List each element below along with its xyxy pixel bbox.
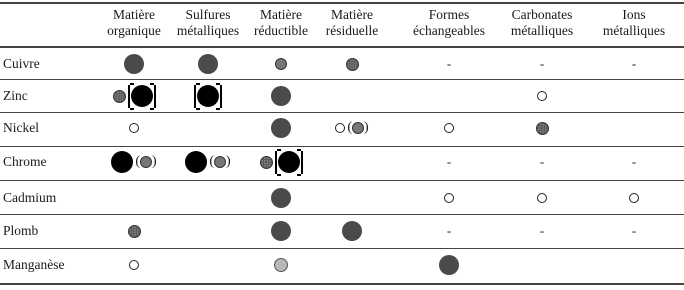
table-cell [96,48,172,80]
table-cell [314,112,390,144]
small-circle-marker [537,193,547,203]
column-header-line2: métalliques [602,23,666,38]
table-cell [243,112,319,144]
dotted-circle-marker [346,58,359,71]
large-circle-marker [271,221,291,241]
dotted-circle-marker [128,225,141,238]
table-cell [170,48,246,80]
large-circle-marker [271,188,291,208]
bracketed-marker [128,85,156,108]
table-cell [243,48,319,80]
not-applicable-dash: - [446,223,452,238]
table-cell [243,146,319,178]
table-cell [243,215,319,247]
column-header-line2: organique [107,23,161,38]
large-circle-marker [198,54,218,74]
black-circle-marker [111,151,133,173]
large-circle-marker [271,118,291,138]
black-circle-marker [185,151,207,173]
column-header-line1: Ions [622,7,646,22]
column-header-line1: Matière [260,7,302,22]
table-cell [596,80,672,112]
parenthesized-marker: ( ) [135,154,157,169]
table-cell [411,249,487,281]
table-cell [411,215,487,247]
table-cell [96,249,172,281]
column-header [497,7,587,39]
bracketed-marker [194,85,222,108]
dotted-circle-marker [260,156,273,169]
table-cell [504,112,580,144]
table-cell [596,215,672,247]
table-cell [170,182,246,214]
table-cell [504,215,580,247]
medium-circle-marker [140,156,152,168]
not-applicable-dash: - [539,223,545,238]
not-applicable-dash: - [446,56,452,71]
column-header-line1: Matière [113,7,155,22]
table-cell [596,182,672,214]
small-circle-marker [537,91,547,101]
row-label: Cadmium [3,190,57,205]
black-circle-marker [278,151,300,173]
small-circle-marker [129,260,139,270]
column-header [307,7,397,39]
table-cell [504,48,580,80]
table-cell [96,80,172,112]
table-cell [411,48,487,80]
table-cell [411,112,487,144]
table-cell [314,249,390,281]
table-cell [596,249,672,281]
column-header-line2: métalliques [176,23,240,38]
small-circle-marker [129,123,139,133]
table-cell [96,215,172,247]
table-cell [314,48,390,80]
column-header-line1: Formes [428,7,470,22]
large-circle-marker [124,54,144,74]
table-cell [96,146,172,178]
row-label: Chrome [3,154,47,169]
not-applicable-dash: - [631,56,637,71]
small-circle-marker [629,193,639,203]
table-cell [96,182,172,214]
column-header [589,7,679,39]
column-header-line2: métalliques [510,23,574,38]
table-cell [170,215,246,247]
light-circle-marker [274,258,288,272]
table-cell [596,146,672,178]
large-circle-marker [271,86,291,106]
not-applicable-dash: - [539,154,545,169]
column-header [404,7,494,39]
table-cell [243,80,319,112]
black-circle-marker [131,85,153,107]
column-header-line1: Carbonates [511,7,573,22]
table-cell [596,112,672,144]
table-cell [243,182,319,214]
parenthesized-marker: ( ) [347,120,369,135]
column-header-line2: échangeables [413,23,485,38]
not-applicable-dash: - [631,154,637,169]
table-cell [314,80,390,112]
table-cell [243,249,319,281]
row-label: Nickel [3,120,39,135]
column-header-line2: résiduelle [325,23,379,38]
small-circle-marker [335,123,345,133]
medium-circle-marker [275,58,287,70]
small-circle-marker [444,123,454,133]
column-header-line2: réductible [254,23,308,38]
table-cell [411,146,487,178]
table-cell [170,146,246,178]
column-header-line1: Matière [331,7,373,22]
row-label: Cuivre [3,56,40,71]
table-cell [411,80,487,112]
table-cell [314,146,390,178]
black-circle-marker [197,85,219,107]
section-rule [0,283,684,285]
top-rule [0,2,684,4]
not-applicable-dash: - [631,223,637,238]
parenthesized-marker: ( ) [209,154,231,169]
table-cell [504,80,580,112]
row-label: Manganèse [3,257,65,272]
table-cell [314,215,390,247]
column-header-line1: Sulfures [185,7,231,22]
small-circle-marker [444,193,454,203]
row-label: Plomb [3,223,39,238]
table-cell [170,249,246,281]
not-applicable-dash: - [539,56,545,71]
table-cell [504,146,580,178]
dotted-circle-marker [536,122,549,135]
table-cell [96,112,172,144]
table-cell [596,48,672,80]
row-divider [0,180,684,181]
table-cell [504,249,580,281]
table-cell [314,182,390,214]
table-cell [504,182,580,214]
medium-circle-marker [214,156,226,168]
large-circle-marker [439,255,459,275]
not-applicable-dash: - [446,154,452,169]
table-cell [170,112,246,144]
large-circle-marker [342,221,362,241]
table-cell [170,80,246,112]
dotted-circle-marker [113,90,126,103]
medium-circle-marker [352,122,364,134]
table-cell [411,182,487,214]
row-label: Zinc [3,88,28,103]
bracketed-marker [275,151,303,174]
